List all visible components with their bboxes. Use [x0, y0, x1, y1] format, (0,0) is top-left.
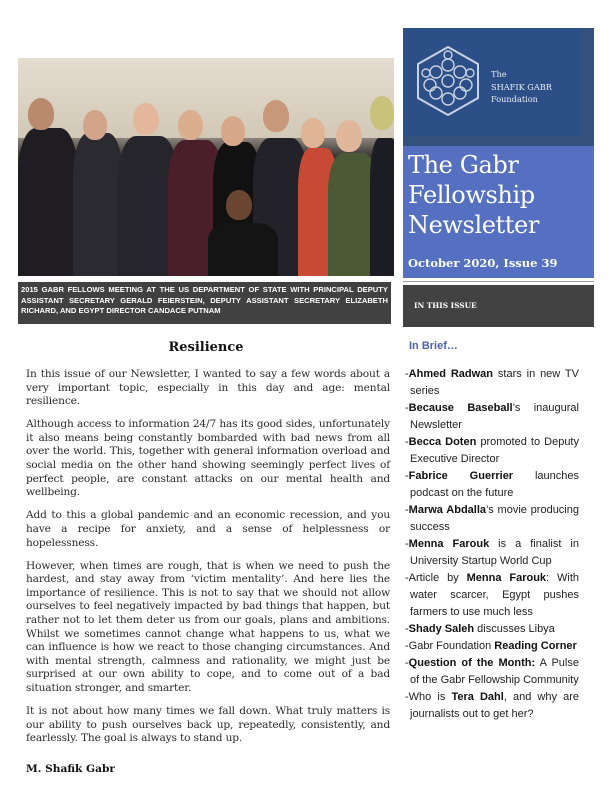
brief-item[interactable]: -Article by Menna Farouk: With water scarcer, Egypt pushes farmers to use much less: [405, 572, 579, 618]
brief-item[interactable]: -Question of the Month: A Pulse of the Gabr Fellowship Community: [405, 657, 579, 686]
newsletter-title: [408, 150, 594, 240]
brief-item[interactable]: -Gabr Foundation Reading Corner: [405, 640, 577, 652]
brief-item-text: : With water scarcer, Egypt pushes farmers to use much less: [410, 572, 579, 618]
brief-item[interactable]: -Marwa Abdalla’s movie producing success: [405, 504, 579, 533]
logo-line-2: SHAFIK GABR: [491, 81, 552, 92]
photo-figure: [226, 190, 252, 220]
brief-item-name: Shady Saleh: [408, 623, 475, 635]
brief-item-name: Menna Farouk: [408, 538, 490, 550]
logo-wordmark: [491, 68, 552, 106]
title-divider: [403, 281, 594, 282]
article-signature: M. Shafik Gabr: [26, 763, 115, 775]
photo-figure: [221, 116, 245, 146]
photo-figure: [133, 103, 159, 135]
photo-figure: [370, 96, 394, 130]
brief-item-text: A Pulse of the Gabr Fellowship Community: [410, 657, 579, 686]
brief-item-text: , and why are journalists out to get her?: [410, 691, 579, 720]
title-line-3: Newsletter: [408, 211, 539, 239]
group-photo: [18, 58, 394, 276]
issue-date: October 2020, Issue 39: [408, 256, 558, 270]
brief-item[interactable]: -Because Baseball’s inaugural Newsletter: [405, 402, 579, 431]
article-paragraph: Although access to information 24/7 has its good sides, unfortunately it also means being constantly bombarded with bad news from all over the world. This, together with general information overload and social media on the other hand showing seemingly perfect lives of perfect people, are constant attacks on our mental health and wellbeing.: [26, 418, 390, 499]
brief-item[interactable]: -Becca Doten promoted to Deputy Executive Director: [405, 436, 579, 465]
photo-caption: 2015 GABR FELLOWS MEETING AT THE US DEPARTMENT OF STATE WITH PRINCIPAL DEPUTY ASSISTANT SECRETARY GERALD FEIERSTEIN, DEPUTY ASSISTANT SECRETARY ELIZABETH RICHARD, AND EGYPT DIRECTOR CANDACE PUTNAM: [18, 282, 391, 324]
brief-item[interactable]: -Shady Saleh discusses Libya: [405, 623, 555, 635]
brief-item-name: Marwa Abdalla: [408, 504, 487, 516]
photo-figure: [370, 138, 394, 276]
photo-figure: [73, 133, 123, 276]
article-paragraph: However, when times are rough, that is when we need to push the hardest, and stay away from ‘victim mentality’. And here lies the importance of resilience. This is not to say that we should not allow ourselves to feel negatively impacted by bad things that happen, but rather not to let them deter us from our goals, plans and ambitions. Whilst we sometimes cannot change what happens to us, what we can influence is how we react to those changing circumstances. And with mental strength, calmness and rationality, we might just be surprised at our own ability to cope, and to come out of a bad situation stronger, and smarter.: [26, 559, 390, 694]
brief-item[interactable]: -Fabrice Guerrier launches podcast on the future: [405, 470, 580, 499]
brief-item-text: is a finalist in University Startup World Cup: [410, 538, 579, 567]
brief-item-name: Becca Doten: [408, 436, 477, 448]
brief-item-text: ’s movie producing success: [410, 504, 579, 533]
in-brief-heading: In Brief…: [409, 340, 458, 352]
photo-figure: [336, 120, 362, 152]
brief-item-name: Menna Farouk: [466, 572, 547, 584]
brief-item-text: promoted to Deputy Executive Director: [410, 436, 579, 465]
brief-item-name: Tera Dahl: [451, 691, 504, 703]
photo-figure: [178, 110, 203, 140]
brief-item-prefix: Gabr Foundation: [408, 640, 495, 652]
photo-figure: [301, 118, 325, 148]
brief-item-prefix: Who is: [408, 691, 452, 703]
brief-item[interactable]: -Ahmed Radwan stars in new TV series: [405, 368, 579, 397]
logo-line-3: Foundation: [491, 94, 538, 104]
brief-item-name: Reading Corner: [494, 640, 577, 652]
article-paragraph: It is not about how many times we fall down. What truly matters is our ability to push ourselves back up, repeatedly, consistently, and fearlessly. The goal is always to stand up.: [26, 705, 390, 745]
brief-item-prefix: Article by: [408, 572, 467, 584]
title-line-1: The Gabr: [408, 151, 519, 179]
brief-item[interactable]: -Who is Tera Dahl, and why are journalists out to get her?: [405, 691, 579, 720]
hexagon-lattice-logo-icon: [412, 45, 484, 117]
in-brief-list: [405, 366, 579, 723]
foundation-logo-panel: [403, 28, 594, 146]
brief-item[interactable]: -Menna Farouk is a finalist in University Startup World Cup: [405, 538, 579, 567]
photo-figure: [263, 100, 289, 132]
photo-figure: [28, 98, 54, 130]
brief-item-name: Ahmed Radwan: [408, 368, 494, 380]
brief-item-name: Because Baseball: [408, 402, 513, 414]
logo-line-1: The: [491, 69, 507, 79]
brief-item-text: launches podcast on the future: [410, 470, 580, 499]
brief-item-name: Fabrice Guerrier: [408, 470, 514, 482]
brief-item-name: Question of the Month:: [408, 657, 536, 669]
newsletter-title-panel: [403, 146, 594, 278]
photo-figure: [83, 110, 107, 140]
article-paragraph: In this issue of our Newsletter, I wanted to say a few words about a very important topic, especially in this day and age: mental resilience.: [26, 368, 390, 408]
brief-item-text: stars in new TV series: [410, 368, 579, 397]
article-body: [26, 368, 390, 755]
photo-figure: [18, 128, 78, 276]
article-title: Resilience: [168, 340, 244, 355]
title-line-2: Fellowship: [408, 181, 535, 209]
brief-item-text: discusses Libya: [474, 623, 555, 635]
photo-figure: [208, 223, 278, 276]
brief-item-text: ’s inaugural Newsletter: [410, 402, 579, 431]
logo-inner-panel: [403, 28, 581, 136]
article-paragraph: Add to this a global pandemic and an economic recession, and you have a recipe for anxiety, and a sense of helplessness or hopelessness.: [26, 509, 390, 549]
in-this-issue-bar: IN THIS ISSUE: [403, 285, 594, 327]
